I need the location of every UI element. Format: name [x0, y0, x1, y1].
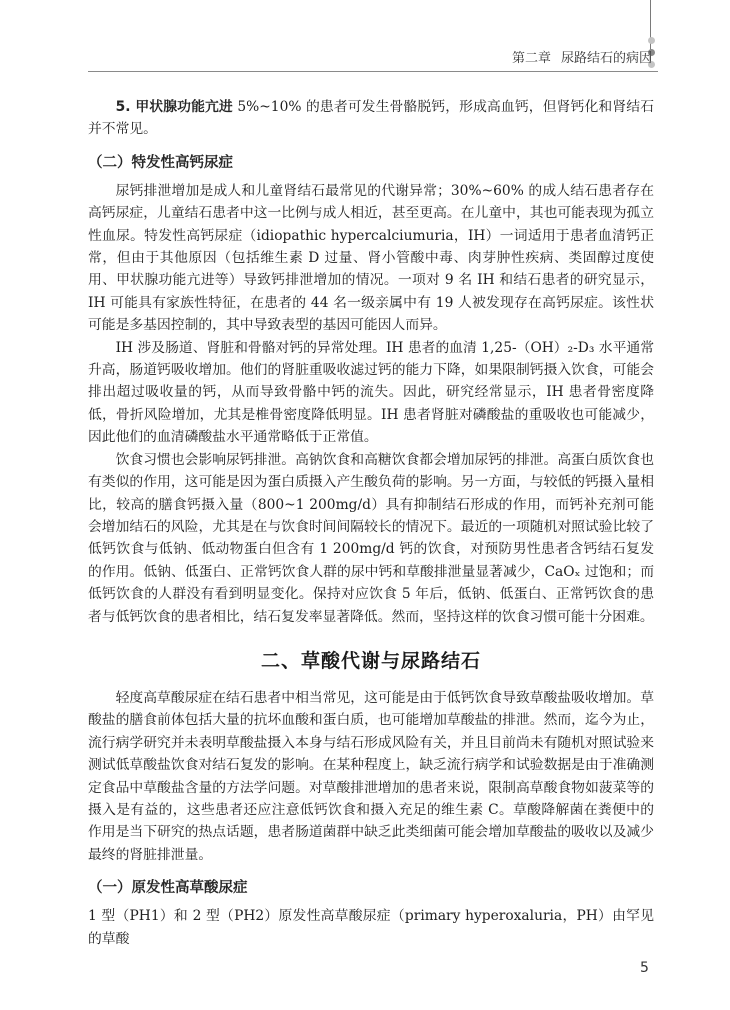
item5-text: 5%~10% 的患者可发生骨骼脱钙，形成高血钙，但肾钙化和肾结石并不常见。 — [88, 99, 654, 138]
page-body — [88, 96, 654, 950]
paragraph-last: 1 型（PH1）和 2 型（PH2）原发性高草酸尿症（primary hyperoxaluria，PH）由罕见的草酸 — [88, 908, 654, 947]
subsection-heading-primary-hyperoxaluria: （一）原发性高草酸尿症 — [88, 880, 248, 897]
paragraph: 尿钙排泄增加是成人和儿童肾结石最常见的代谢异常；30%~60% 的成人结石患者存在高钙尿症，儿童结石患者中这一比例与成人相近，甚至更高。在儿童中，其也可能表现为孤立性血尿。特发性高钙尿症（idiopathic hypercalciumuria，IH）一词适用于患者血清钙正常，但由于其他原因（包括维生素 D 过量、肾小管酸中毒、肉芽肿性疾病、类固醇过度使用、甲状腺功能亢进等）导致钙排泄增加的情况。一项对 9 名 IH 和结石患者的研究显示，IH 可能具有家族性特征，在患者的 44 名一级亲属中有 19 人被发现存在高钙尿症。该性状可能是多基因控制的，其中导致表型的基因可能因人而异。 — [88, 182, 654, 334]
running-header — [512, 47, 652, 66]
paragraph: 轻度高草酸尿症在结石患者中相当常见，这可能是由于低钙饮食导致草酸盐吸收增加。草酸盐的膳食前体包括大量的抗坏血酸和蛋白质，也可能增加草酸盐的排泄。然而，迄今为止，流行病学研究并未表明草酸盐摄入本身与结石形成风险有关，并且目前尚未有随机对照试验来测试低草酸盐饮食对结石复发的影响。在某种程度上，缺乏流行病学和试验数据是由于准确测定食品中草酸盐含量的方法学问题。对草酸排泄增加的患者来说，限制高草酸食物如菠菜等的摄入是有益的，这些患者还应注意低钙饮食和摄入充足的维生素 C。草酸降解菌在粪便中的作用是当下研究的热点话题，患者肠道菌群中缺乏此类细菌可能会增加草酸盐的吸收以及减少最终的肾脏排泄量。 — [88, 689, 654, 863]
paragraph: 饮食习惯也会影响尿钙排泄。高钠饮食和高糖饮食都会增加尿钙的排泄。高蛋白质饮食也有类似的作用，这可能是因为蛋白质摄入产生酸负荷的影响。另一方面，与较低的钙摄入量相比，较高的膳食钙摄入量（800~1 200mg/d）具有抑制结石形成的作用，而钙补充剂可能会增加结石的风险，尤其是在与饮食时间间隔较长的情况下。最近的一项随机对照试验比较了低钙饮食与低钠、低动物蛋白但含有 1 200mg/d 钙的饮食，对预防男性患者含钙结石复发的作用。低钠、低蛋白、正常钙饮食人群的尿中钙和草酸排泄量显著减少，CaOₓ 过饱和；而低钙饮食的人群没有看到明显变化。保持对应饮食 5 年后，低钠、低蛋白、正常钙饮食的患者与低钙饮食的患者相比，结石复发率显著降低。然而，坚持这样的饮食习惯可能十分困难。 — [88, 451, 654, 625]
header-title: 尿路结石的病因 — [560, 51, 652, 66]
page-number: 5 — [640, 960, 649, 976]
paragraph: IH 涉及肠道、肾脏和骨骼对钙的异常处理。IH 患者的血清 1,25-（OH）₂-D₃ 水平通常升高，肠道钙吸收增加。他们的肾脏重吸收滤过钙的能力下降，如果限制钙摄入饮食，可能会排出超过吸收量的钙，从而导致骨骼中钙的流失。因此，研究经常显示，IH 患者骨密度降低，骨折风险增加，尤其是椎骨密度降低明显。IH 患者肾脏对磷酸盐的重吸收也可能减少，因此他们的血清磷酸盐水平通常略低于正常值。 — [88, 339, 654, 446]
section-title-oxalate: 二、草酸代谢与尿路结石 — [260, 649, 481, 672]
subsection-heading-hypercalciuria: （二）特发性高钙尿症 — [88, 154, 233, 171]
header-chapter: 第二章 — [511, 51, 551, 66]
header-divider — [88, 71, 658, 72]
item5-heading: 5. 甲状腺功能亢进 — [115, 99, 233, 115]
item5-paragraph — [88, 96, 654, 141]
